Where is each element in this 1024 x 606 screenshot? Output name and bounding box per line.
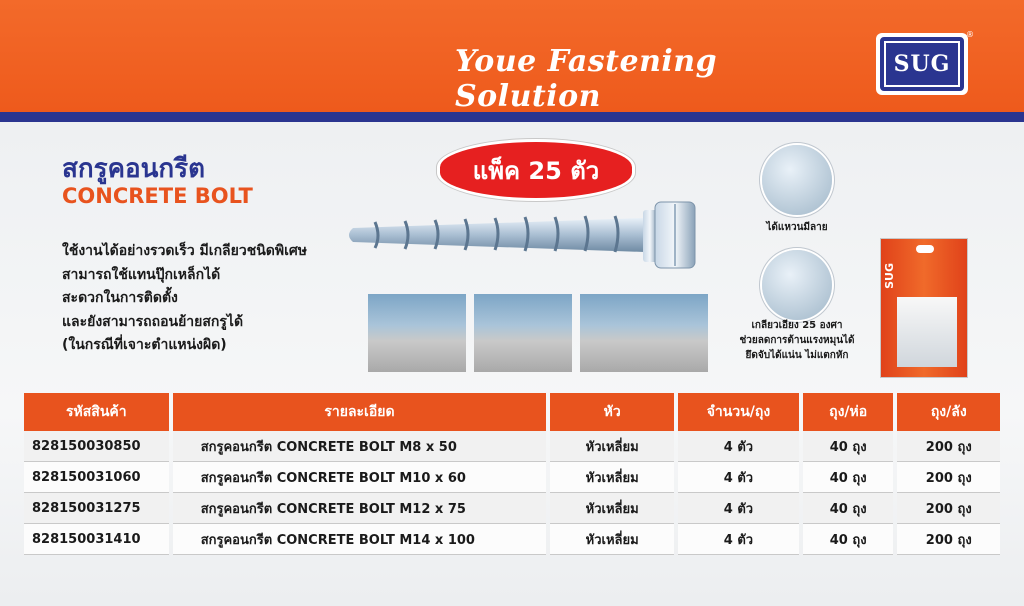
- thread-caption-line: ยึดจับได้แน่น ไม่แตกหัก: [745, 350, 849, 361]
- product-package-image: [880, 238, 968, 378]
- cell-product-code: 828150031060: [24, 462, 169, 493]
- thread-caption: [722, 318, 872, 363]
- table-row: [24, 524, 1000, 555]
- package-brand: SUG: [883, 263, 896, 289]
- cell-bags-per-pack: 40 ถุง: [803, 431, 894, 462]
- cell-bags-per-pack: 40 ถุง: [803, 462, 894, 493]
- header-description: รายละเอียด: [173, 393, 547, 431]
- thread-caption-line: ช่วยลดการต้านแรงหมุนได้: [739, 335, 855, 346]
- thread-caption-line: เกลียวเอียง 25 องศา: [751, 320, 843, 331]
- cell-product-code: 828150031410: [24, 524, 169, 555]
- table-row: [24, 431, 1000, 462]
- cell-bags-per-case: 200 ถุง: [897, 462, 1000, 493]
- cell-bags-per-case: 200 ถุง: [897, 493, 1000, 524]
- feature-item: สะดวกในการติดตั้ง: [62, 290, 178, 306]
- cell-qty-per-bag: 4 ตัว: [678, 462, 799, 493]
- cell-head-type: หัวเหลี่ยม: [550, 493, 674, 524]
- product-title-english: CONCRETE BOLT: [62, 184, 253, 208]
- serrated-washer-detail: [762, 145, 832, 215]
- cell-bags-per-case: 200 ถุง: [897, 524, 1000, 555]
- table-header-row: [24, 393, 1000, 431]
- cell-head-type: หัวเหลี่ยม: [550, 524, 674, 555]
- concrete-bolt-image: [345, 190, 715, 280]
- cell-bags-per-pack: 40 ถุง: [803, 493, 894, 524]
- feature-item: ใช้งานได้อย่างรวดเร็ว มีเกลียวชนิดพิเศษ: [62, 243, 307, 259]
- cell-description: สกรูคอนกรีต CONCRETE BOLT M10 x 60: [173, 462, 547, 493]
- feature-item: (ในกรณีที่เจาะตำแหน่งผิด): [62, 337, 227, 353]
- cell-bags-per-case: 200 ถุง: [897, 431, 1000, 462]
- washer-caption: ได้แหวนมีลาย: [766, 222, 828, 233]
- cell-head-type: หัวเหลี่ยม: [550, 431, 674, 462]
- cell-qty-per-bag: 4 ตัว: [678, 524, 799, 555]
- thread-detail: [762, 250, 832, 320]
- cell-description: สกรูคอนกรีต CONCRETE BOLT M8 x 50: [173, 431, 547, 462]
- install-photo-driving: [474, 294, 572, 372]
- cell-qty-per-bag: 4 ตัว: [678, 431, 799, 462]
- header-product-code: รหัสสินค้า: [24, 393, 169, 431]
- feature-item: สามารถใช้แทนปุ๊กเหล็กได้: [62, 266, 221, 283]
- feature-item: และยังสามารถถอนย้ายสกรูได้: [62, 313, 244, 330]
- feature-list: [62, 240, 307, 358]
- pack-quantity-badge: แพ็ค 25 ตัว: [440, 142, 632, 198]
- hang-hole: [916, 245, 934, 253]
- brand-logo: [876, 33, 968, 95]
- header-bags-per-case: ถุง/ลัง: [897, 393, 1000, 431]
- cell-product-code: 828150031275: [24, 493, 169, 524]
- spec-table: [20, 393, 1004, 555]
- table-row: [24, 462, 1000, 493]
- install-photo-installed: [580, 294, 708, 372]
- cell-description: สกรูคอนกรีต CONCRETE BOLT M14 x 100: [173, 524, 547, 555]
- cell-head-type: หัวเหลี่ยม: [550, 462, 674, 493]
- cell-description: สกรูคอนกรีต CONCRETE BOLT M12 x 75: [173, 493, 547, 524]
- install-photo-drilling: [368, 294, 466, 372]
- cell-bags-per-pack: 40 ถุง: [803, 524, 894, 555]
- product-title-thai: สกรูคอนกรีต: [62, 154, 205, 184]
- cell-product-code: 828150030850: [24, 431, 169, 462]
- logo-text: SUG: [880, 37, 964, 91]
- slogan: Youe Fastening Solution: [455, 44, 718, 114]
- header-head-type: หัว: [550, 393, 674, 431]
- cell-qty-per-bag: 4 ตัว: [678, 493, 799, 524]
- package-window: [897, 297, 957, 367]
- table-row: [24, 493, 1000, 524]
- header-bags-per-pack: ถุง/ห่อ: [803, 393, 894, 431]
- registered-mark: ®: [966, 30, 974, 39]
- header-qty-per-bag: จำนวน/ถุง: [678, 393, 799, 431]
